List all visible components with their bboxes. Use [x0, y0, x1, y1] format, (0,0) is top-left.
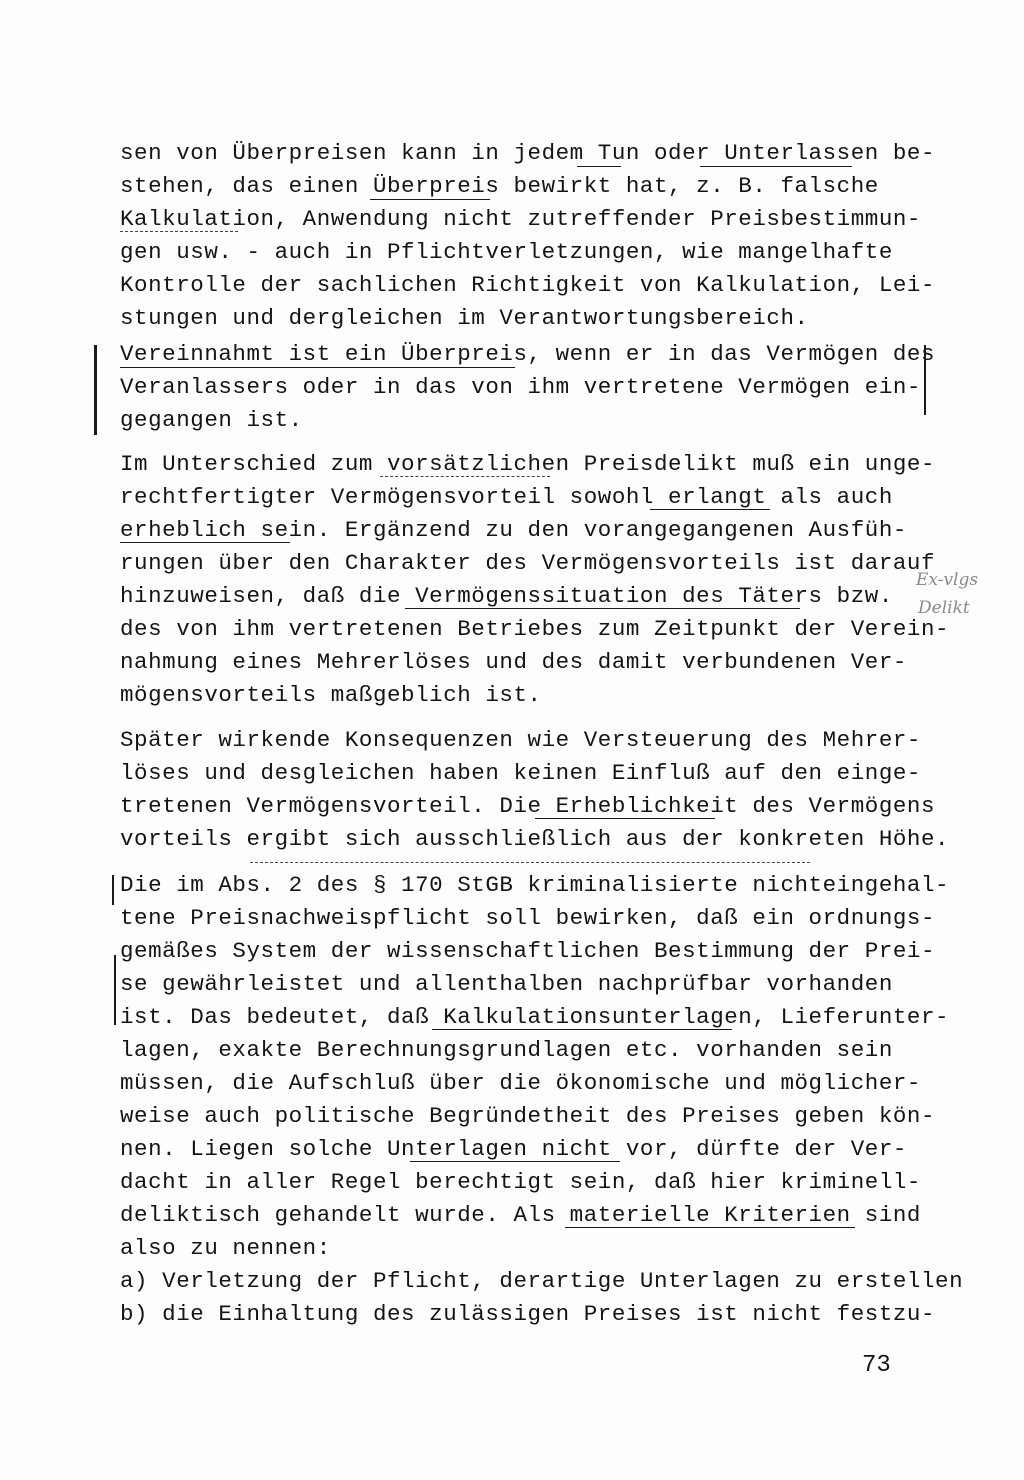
text-line: Später wirkende Konsequenzen wie Versteuerung des Mehrer- [120, 727, 921, 753]
text-line: des von ihm vertretenen Betriebes zum Zeitpunkt der Verein- [120, 616, 950, 642]
text-line: sen von Überpreisen kann in jedem Tun oder Unterlassen be- [120, 140, 936, 166]
text-line: Vereinnahmt ist ein Überpreis, wenn er in das Vermögen des [120, 341, 936, 367]
text-line: stehen, das einen Überpreis bewirkt hat, z. B. falsche [120, 173, 879, 199]
text-line: Die im Abs. 2 des § 170 StGB kriminalisierte nichteingehal- [120, 872, 950, 898]
text-line: müssen, die Aufschluß über die ökonomische und möglicher- [120, 1070, 921, 1096]
margin-bar-left [114, 955, 116, 1025]
text-line: Kalkulation, Anwendung nicht zutreffender Preisbestimmun- [120, 206, 921, 232]
text-line: Im Unterschied zum vorsätzlichen Preisdelikt muß ein unge- [120, 451, 936, 477]
page-number: 73 [862, 1352, 891, 1379]
handwritten-underline [700, 166, 852, 167]
text-line: tretenen Vermögensvorteil. Die Erheblichkeit des Vermögens [120, 793, 936, 819]
text-line: tene Preisnachweispflicht soll bewirken, daß ein ordnungs- [120, 905, 936, 931]
handwritten-underline [380, 476, 550, 477]
handwritten-underline [405, 608, 800, 609]
handwritten-underline [120, 367, 515, 368]
text-line: se gewährleistet und allenthalben nachprüfbar vorhanden [120, 971, 893, 997]
handwritten-underline [577, 166, 621, 167]
text-line: erheblich sein. Ergänzend zu den vorangegangenen Ausfüh- [120, 517, 907, 543]
margin-bar-left [94, 345, 97, 435]
margin-bar-left [112, 875, 114, 905]
text-line: nahmung eines Mehrerlöses und des damit verbundenen Ver- [120, 649, 907, 675]
text-line: dacht in aller Regel berechtigt sein, daß hier kriminell- [120, 1169, 921, 1195]
margin-note: Ex-vlgs [916, 570, 979, 590]
handwritten-underline [535, 818, 715, 819]
text-line: mögensvorteils maßgeblich ist. [120, 682, 542, 708]
text-line: Veranlassers oder in das von ihm vertretene Vermögen ein- [120, 374, 921, 400]
margin-bar-right [924, 345, 926, 415]
text-line: stungen und dergleichen im Verantwortungsbereich. [120, 305, 809, 331]
text-line: weise auch politische Begründetheit des Preises geben kön- [120, 1103, 936, 1129]
handwritten-underline [410, 1161, 620, 1162]
text-line: vorteils ergibt sich ausschließlich aus der konkreten Höhe. [120, 826, 950, 852]
handwritten-underline [565, 1227, 855, 1228]
text-line: rungen über den Charakter des Vermögensvorteils ist darauf [120, 550, 936, 576]
margin-note: Delikt [918, 598, 970, 618]
text-line: löses und desgleichen haben keinen Einfluß auf den einge- [120, 760, 921, 786]
handwritten-underline [370, 199, 490, 200]
handwritten-underline [650, 509, 770, 510]
text-line: a) Verletzung der Pflicht, derartige Unterlagen zu erstellen [120, 1268, 964, 1294]
handwritten-underline [120, 542, 290, 543]
text-line: deliktisch gehandelt wurde. Als materielle Kriterien sind [120, 1202, 921, 1228]
text-line: ist. Das bedeutet, daß Kalkulationsunterlagen, Lieferunter- [120, 1004, 950, 1030]
handwritten-underline [432, 1029, 732, 1030]
text-line: gen usw. - auch in Pflichtverletzungen, wie mangelhafte [120, 239, 893, 265]
text-line: gegangen ist. [120, 407, 303, 433]
text-line: also zu nennen: [120, 1235, 331, 1261]
text-line: rechtfertigter Vermögensvorteil sowohl erlangt als auch [120, 484, 893, 510]
handwritten-underline [250, 862, 810, 863]
text-line: gemäßes System der wissenschaftlichen Bestimmung der Prei- [120, 938, 936, 964]
text-line: lagen, exakte Berechnungsgrundlagen etc. vorhanden sein [120, 1037, 893, 1063]
text-line: b) die Einhaltung des zulässigen Preises ist nicht festzu- [120, 1301, 936, 1327]
text-line: Kontrolle der sachlichen Richtigkeit von Kalkulation, Lei- [120, 272, 936, 298]
text-line: nen. Liegen solche Unterlagen nicht vor, dürfte der Ver- [120, 1136, 907, 1162]
text-line: hinzuweisen, daß die Vermögenssituation des Täters bzw. [120, 583, 893, 609]
handwritten-underline [120, 231, 238, 232]
